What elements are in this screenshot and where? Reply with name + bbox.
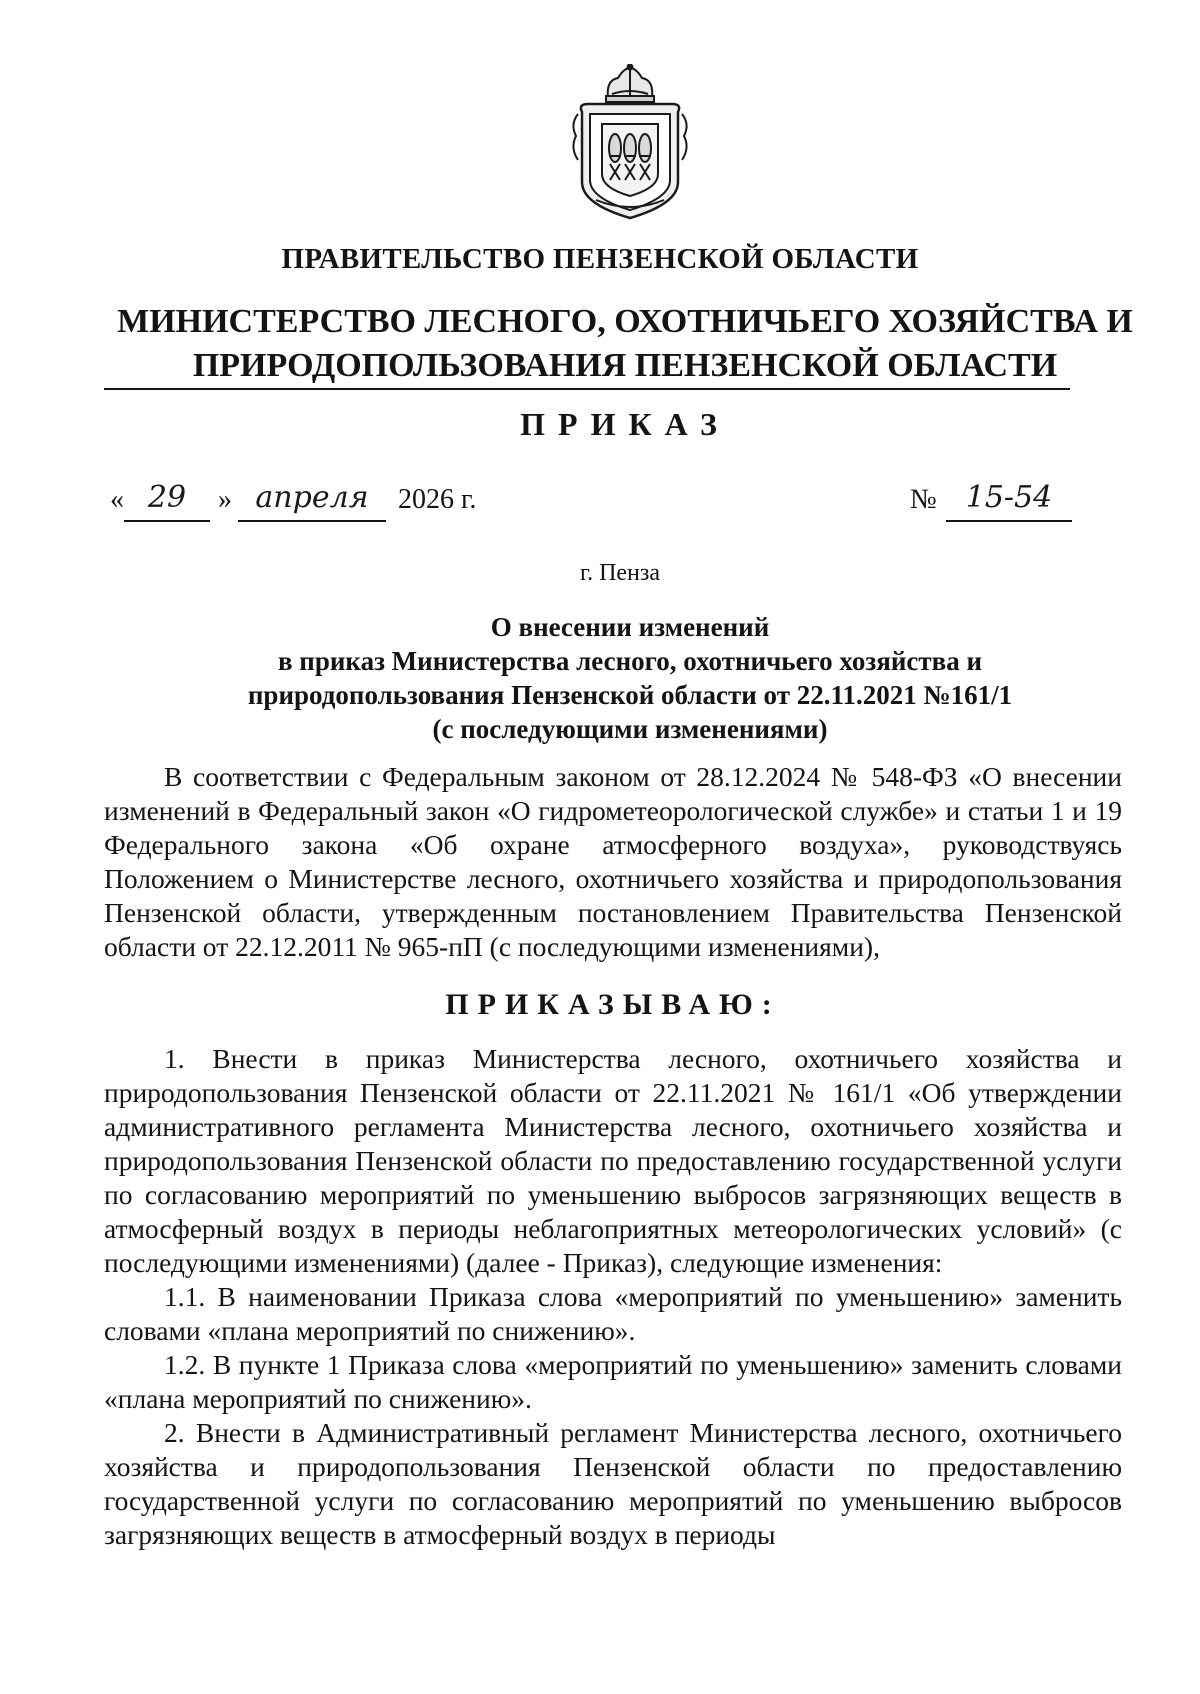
order-title-line1: О внесении изменений xyxy=(490,612,770,642)
preamble-paragraph: В соответствии с Федеральным законом от 28.12.2024 № 548-ФЗ «О внесении изменений в Федеральный закон «О гидрометеорологической службе» и статьи 1 и 19 Федерального закона «Об охране атмосферного воздуха», руководствуясь Положением о Министерстве лесного, охотничьего хозяйства и природопользования Пензенской области, утвержденным постановлением Правительства Пензенской области от 22.12.2011 № 965-пП (с последующими изменениями), xyxy=(104,761,1122,962)
date-open-quote: « xyxy=(110,484,124,515)
date-year: 2026 г. xyxy=(398,484,477,515)
order-title-line2: в приказ Министерства лесного, охотничьего хозяйства и xyxy=(277,646,983,676)
number-sign: № xyxy=(910,484,937,515)
city-name: г. Пенза xyxy=(579,560,661,586)
ministry-heading-line2: ПРИРОДОПОЛЬЗОВАНИЯ ПЕНЗЕНСКОЙ ОБЛАСТИ xyxy=(192,347,1058,384)
ministry-heading xyxy=(100,300,1150,388)
item-1-1-paragraph: 1.1. В наименовании Приказа слова «мероприятий по уменьшению» заменить словами «плана мероприятий по снижению». xyxy=(104,1281,1122,1346)
order-title xyxy=(150,610,1110,746)
order-number-handwritten: 15-54 xyxy=(946,476,1072,522)
header-divider xyxy=(104,388,1070,390)
order-body xyxy=(104,760,1122,1552)
government-heading: ПРАВИТЕЛЬСТВО ПЕНЗЕНСКОЙ ОБЛАСТИ xyxy=(281,243,919,275)
date-month-handwritten: апреля xyxy=(238,476,386,522)
ministry-heading-line1: МИНИСТЕРСТВО ЛЕСНОГО, ОХОТНИЧЬЕГО ХОЗЯЙСТВА И xyxy=(117,303,1133,340)
date-day-handwritten: 29 xyxy=(124,476,210,522)
order-title-line4: (с последующими изменениями) xyxy=(432,714,828,744)
item-2-paragraph: 2. Внести в Административный регламент Министерства лесного, охотничьего хозяйства и природопользования Пензенской области по предоставлению государственной услуги по согласованию мероприятий по уменьшению выбросов загрязняющих веществ в атмосферный воздух в периоды xyxy=(104,1417,1122,1550)
order-title-line3: природопользования Пензенской области от 22.11.2021 №161/1 xyxy=(247,680,1013,710)
item-1-2-paragraph: 1.2. В пункте 1 Приказа слова «мероприятий по уменьшению» заменить словами «плана мероприятий по снижению». xyxy=(104,1349,1122,1414)
order-directive-word: ПРИКАЗЫВАЮ: xyxy=(445,988,781,1021)
item-1-paragraph: 1. Внести в приказ Министерства лесного, охотничьего хозяйства и природопользования Пензенской области от 22.11.2021 № 161/1 «Об утверждении административного регламента Министерства лесного, охотничьего хозяйства и природопользования Пензенской области по предоставлению государственной услуги по согласованию мероприятий по уменьшению выбросов загрязняющих веществ в атмосферный воздух в периоды неблагоприятных метеорологических условий» (с последующими изменениями) (далее - Приказ), следующие изменения: xyxy=(104,1043,1122,1278)
date-close-quote: » xyxy=(218,484,232,515)
coat-of-arms-emblem xyxy=(568,64,692,224)
document-type-title: ПРИКАЗ xyxy=(520,406,730,442)
